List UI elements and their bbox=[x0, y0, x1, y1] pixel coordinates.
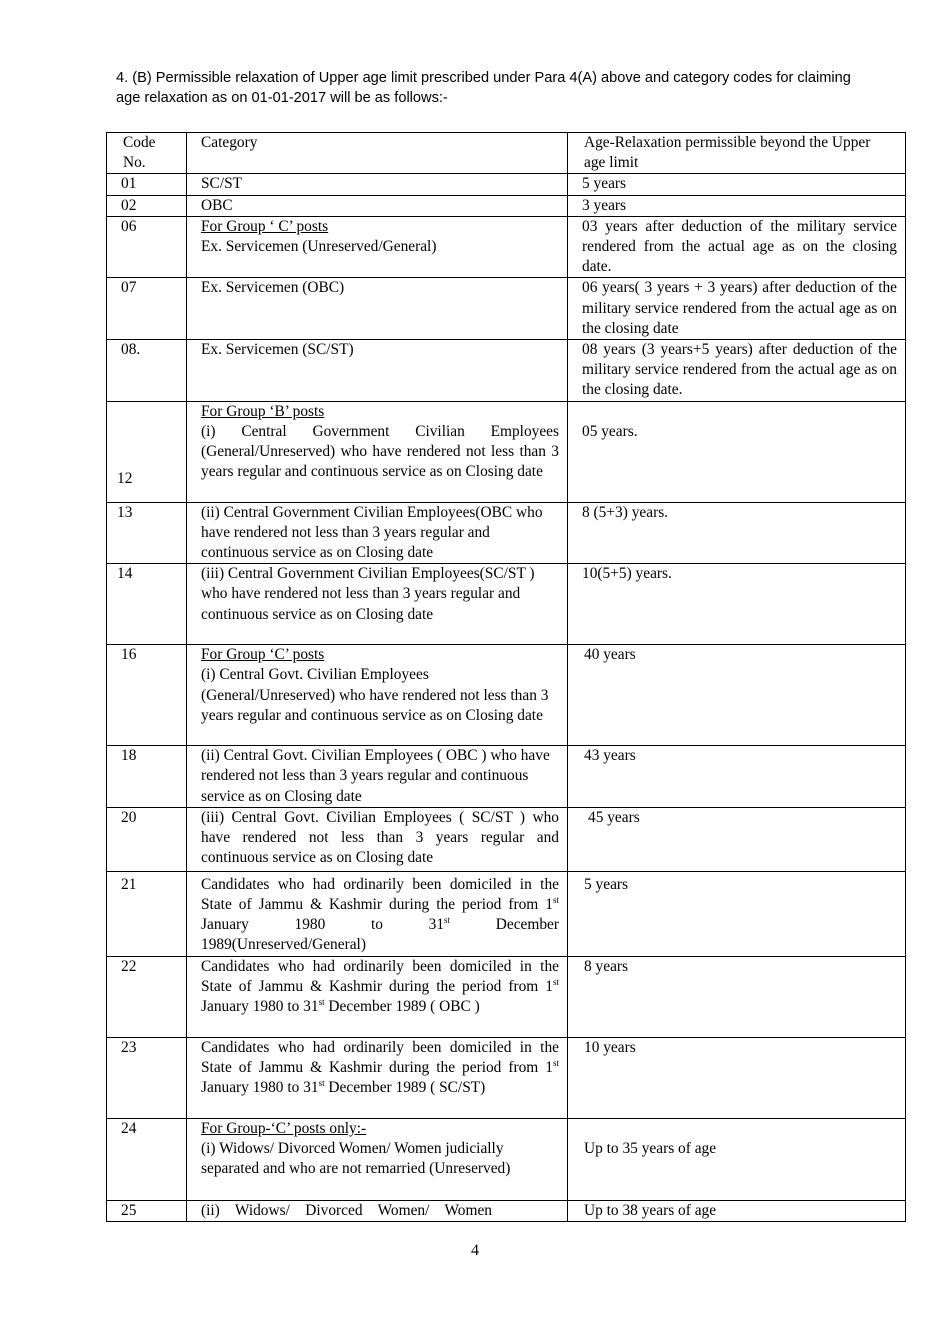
ordinal-suffix: st bbox=[552, 894, 559, 905]
row-relaxation: 5 years bbox=[568, 871, 906, 956]
table-row bbox=[107, 278, 906, 340]
row-relaxation: 45 years bbox=[568, 807, 906, 871]
row-category-text: December 1989 ( OBC ) bbox=[324, 998, 480, 1016]
row-category-text: January 1980 to 31 bbox=[201, 998, 319, 1016]
row-code: 02 bbox=[107, 195, 187, 216]
row-relaxation: 40 years bbox=[568, 645, 906, 746]
row-relaxation: Up to 38 years of age bbox=[568, 1200, 906, 1221]
row-relaxation: 8 (5+3) years. bbox=[568, 502, 906, 564]
row-group-heading: For Group ‘ C’ posts bbox=[201, 217, 329, 235]
row-group-heading: For Group ‘C’ posts bbox=[201, 646, 325, 664]
row-relaxation: 10 years bbox=[568, 1037, 906, 1118]
header-category: Category bbox=[187, 133, 568, 174]
table-row bbox=[107, 174, 906, 195]
row-category-cell bbox=[187, 216, 568, 278]
row-category: (i) Central Govt. Civilian Employees (General/Unreserved) who have rendered not less than 3 years regular and continuous service as on Closing date bbox=[201, 666, 549, 724]
header-code: Code No. bbox=[107, 133, 187, 174]
row-category bbox=[187, 956, 568, 1037]
row-relaxation: 08 years (3 years+5 years) after deduction of the military service rendered from the actual age as on the closing date. bbox=[568, 340, 906, 402]
row-code: 18 bbox=[107, 746, 187, 808]
row-code: 06 bbox=[107, 216, 187, 278]
row-code: 21 bbox=[107, 871, 187, 956]
ordinal-suffix: st bbox=[318, 1077, 325, 1088]
row-category: (iii) Central Government Civilian Employees(SC/ST ) who have rendered not less than 3 years regular and continuous service as on Closing date bbox=[187, 564, 568, 645]
row-category-text: January 1980 to 31 bbox=[201, 916, 445, 934]
ordinal-suffix: st bbox=[444, 915, 451, 926]
row-relaxation: 5 years bbox=[568, 174, 906, 195]
table-row bbox=[107, 216, 906, 278]
row-category: (i) Widows/ Divorced Women/ Women judicially separated and who are not remarried (Unreserved) bbox=[201, 1139, 511, 1178]
row-code: 12 bbox=[107, 401, 187, 502]
page-number: 4 bbox=[471, 1242, 479, 1259]
row-code: 01 bbox=[107, 174, 187, 195]
row-category: (ii) Widows/ Divorced Women/ Women bbox=[187, 1200, 568, 1221]
intro-paragraph: 4. (B) Permissible relaxation of Upper age limit prescribed under Para 4(A) above and category codes for claiming age relaxation as on 01-01-2017 will be as follows:- bbox=[116, 70, 851, 106]
row-category: Ex. Servicemen (Unreserved/General) bbox=[201, 238, 437, 256]
row-code: 23 bbox=[107, 1037, 187, 1118]
row-category bbox=[187, 1037, 568, 1118]
row-group-heading: For Group-‘C’ posts only:- bbox=[201, 1119, 367, 1137]
row-category-cell bbox=[187, 1118, 568, 1200]
table-row bbox=[107, 401, 906, 502]
row-relaxation: 05 years. bbox=[568, 401, 906, 502]
ordinal-suffix: st bbox=[318, 996, 325, 1007]
row-category-text: Candidates who had ordinarily been domiciled in the State of Jammu & Kashmir during the period from 1 bbox=[201, 875, 559, 914]
row-code: 14 bbox=[107, 564, 187, 645]
table-row bbox=[107, 746, 906, 808]
row-category: (ii) Central Government Civilian Employees(OBC who have rendered not less than 3 years regular and continuous service as on Closing date bbox=[187, 502, 568, 564]
table-row bbox=[107, 564, 906, 645]
row-relaxation: 06 years( 3 years + 3 years) after deduction of the military service rendered from the actual age as on the closing date bbox=[568, 278, 906, 340]
row-code: 07 bbox=[107, 278, 187, 340]
table-row bbox=[107, 871, 906, 956]
row-code: 08. bbox=[107, 340, 187, 402]
row-category-text: December 1989 ( SC/ST) bbox=[324, 1079, 486, 1097]
ordinal-suffix: st bbox=[552, 976, 559, 987]
row-relaxation: Up to 35 years of age bbox=[568, 1118, 906, 1200]
row-category: Ex. Servicemen (SC/ST) bbox=[187, 340, 568, 402]
row-relaxation: 8 years bbox=[568, 956, 906, 1037]
row-category: OBC bbox=[187, 195, 568, 216]
row-relaxation: 43 years bbox=[568, 746, 906, 808]
table-row bbox=[107, 1200, 906, 1221]
row-category bbox=[187, 871, 568, 956]
row-code: 16 bbox=[107, 645, 187, 746]
row-category: (ii) Central Govt. Civilian Employees ( OBC ) who have rendered not less than 3 years regular and continuous service as on Closing date bbox=[187, 746, 568, 808]
row-code: 25 bbox=[107, 1200, 187, 1221]
age-relaxation-table bbox=[106, 132, 906, 1222]
row-category-text: January 1980 to 31 bbox=[201, 1079, 319, 1097]
table-row bbox=[107, 1037, 906, 1118]
row-group-heading: For Group ‘B’ posts bbox=[201, 402, 325, 420]
table-row bbox=[107, 956, 906, 1037]
row-category: (i) Central Government Civilian Employees (General/Unreserved) who have rendered not less than 3 years regular and continuous service as on Closing date bbox=[201, 422, 559, 481]
table-header-row bbox=[107, 133, 906, 174]
row-category-text: December 1989(Unreserved/General) bbox=[201, 916, 559, 954]
row-category-cell bbox=[187, 401, 568, 502]
header-relaxation: Age-Relaxation permissible beyond the Upper age limit bbox=[568, 133, 906, 174]
table-row bbox=[107, 340, 906, 402]
row-category: (iii) Central Govt. Civilian Employees ( SC/ST ) who have rendered not less than 3 years regular and continuous service as on Closing date bbox=[187, 807, 568, 871]
row-category-text: Candidates who had ordinarily been domiciled in the State of Jammu & Kashmir during the period from 1 bbox=[201, 957, 559, 995]
row-relaxation: 3 years bbox=[568, 195, 906, 216]
table-row bbox=[107, 502, 906, 564]
table-row bbox=[107, 645, 906, 746]
row-category-cell bbox=[187, 645, 568, 746]
table-row bbox=[107, 195, 906, 216]
row-code: 22 bbox=[107, 956, 187, 1037]
row-code: 24 bbox=[107, 1118, 187, 1200]
table-row bbox=[107, 807, 906, 871]
row-category: SC/ST bbox=[187, 174, 568, 195]
row-code: 20 bbox=[107, 807, 187, 871]
row-code: 13 bbox=[107, 502, 187, 564]
row-relaxation: 03 years after deduction of the military service rendered from the actual age as on the closing date. bbox=[568, 216, 906, 278]
row-category: Ex. Servicemen (OBC) bbox=[187, 278, 568, 340]
row-category-text: Candidates who had ordinarily been domiciled in the State of Jammu & Kashmir during the period from 1 bbox=[201, 1038, 559, 1076]
table-row bbox=[107, 1118, 906, 1200]
ordinal-suffix: st bbox=[552, 1057, 559, 1068]
row-relaxation: 10(5+5) years. bbox=[568, 564, 906, 645]
